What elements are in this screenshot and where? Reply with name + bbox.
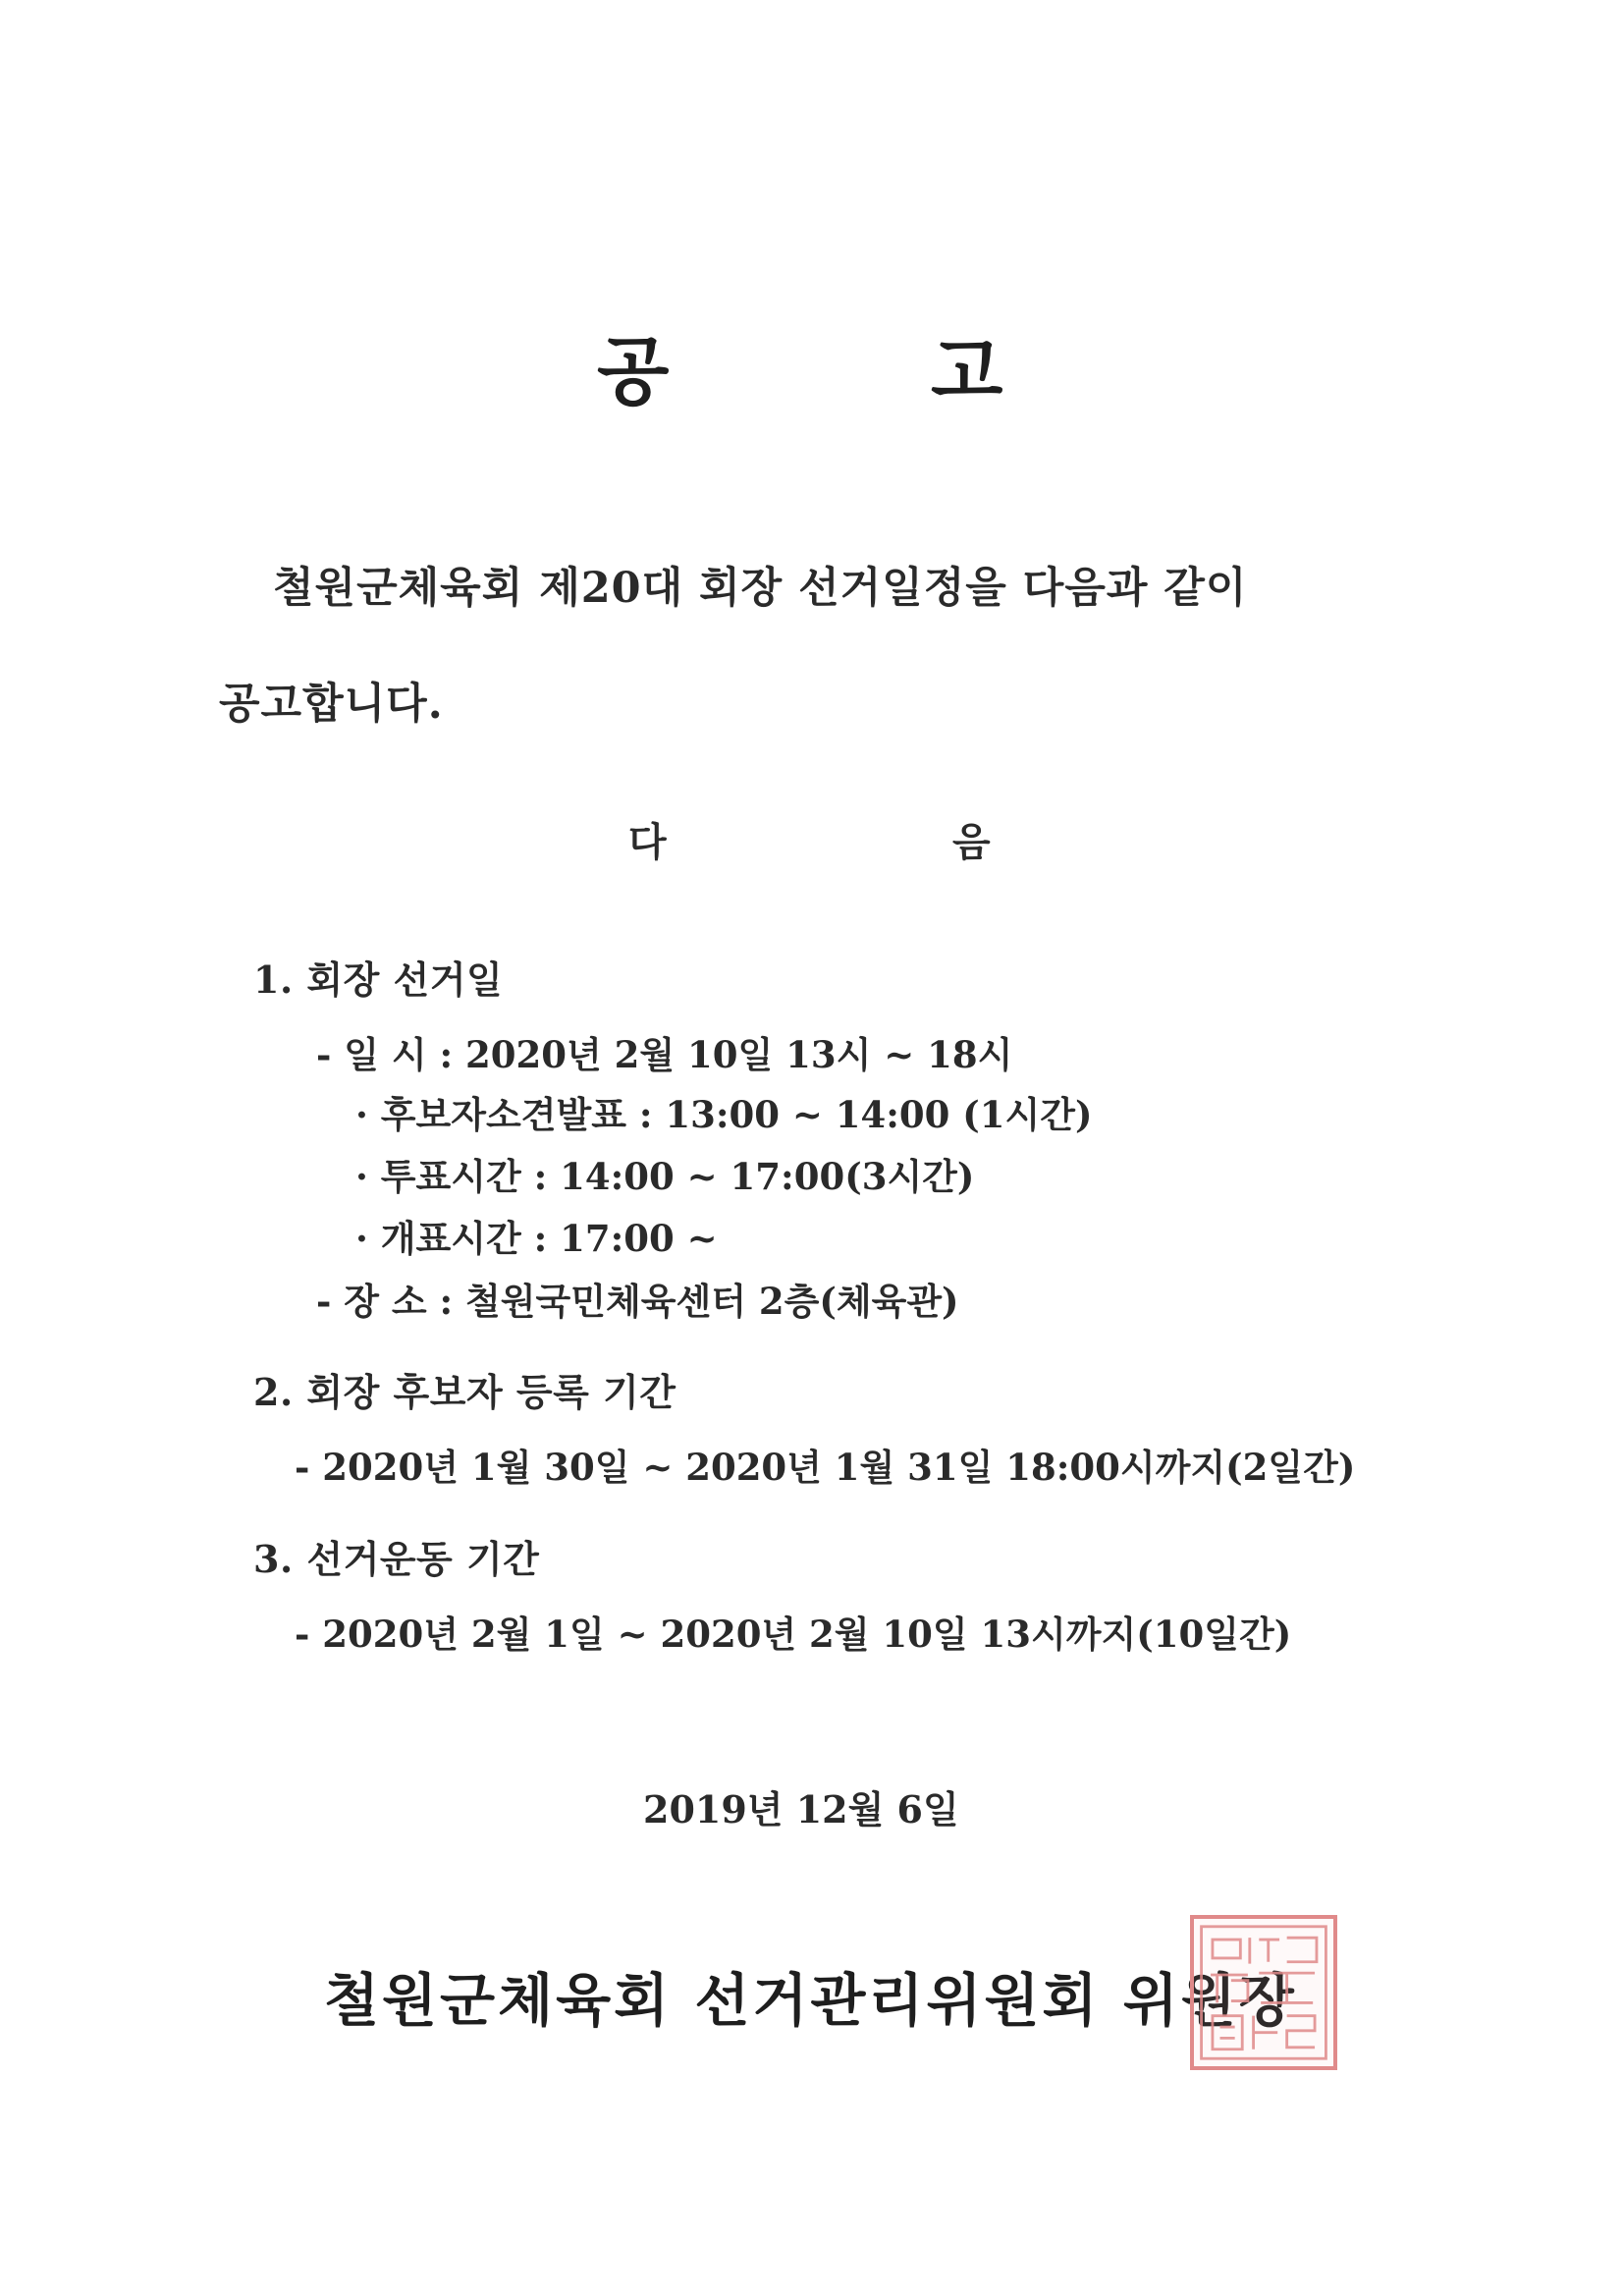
intro-line-2: 공고합니다. <box>219 680 444 729</box>
section-1-line-5: - 장 소 : 철원국민체육센터 2층(체육관) <box>316 1280 959 1323</box>
intro-line-1: 철원군체육회 제20대 회장 선거일정을 다음과 같이 <box>273 564 1248 613</box>
seal-stamp-icon <box>1194 1919 1333 2066</box>
heading-char-1: 다 <box>628 819 667 865</box>
heading-char-2: 음 <box>952 819 991 865</box>
official-seal-icon <box>1190 1915 1337 2070</box>
section-3-title: 3. 선거운동 기간 <box>253 1537 540 1581</box>
section-1-line-4: · 개표시간 : 17:00 ~ <box>355 1217 718 1260</box>
section-1-line-1: - 일 시 : 2020년 2월 10일 13시 ~ 18시 <box>316 1033 1013 1076</box>
section-1-line-3: · 투표시간 : 14:00 ~ 17:00(3시간) <box>355 1155 975 1198</box>
title-char-2: 고 <box>931 328 1003 415</box>
section-2-title: 2. 회장 후보자 등록 기간 <box>253 1370 676 1414</box>
section-3-line-1: - 2020년 2월 1일 ~ 2020년 2월 10일 13시까지(10일간) <box>295 1613 1292 1656</box>
section-1-title: 1. 회장 선거일 <box>253 957 504 1002</box>
section-2-line-1: - 2020년 1월 30일 ~ 2020년 1월 31일 18:00시까지(2일간) <box>295 1446 1356 1489</box>
signature-line: 철원군체육회 선거관리위원회 위원장 <box>324 1967 1297 2034</box>
title-char-1: 공 <box>597 328 670 415</box>
notice-date: 2019년 12월 6일 <box>643 1787 959 1831</box>
section-1-line-2: · 후보자소견발표 : 13:00 ~ 14:00 (1시간) <box>355 1093 1093 1136</box>
